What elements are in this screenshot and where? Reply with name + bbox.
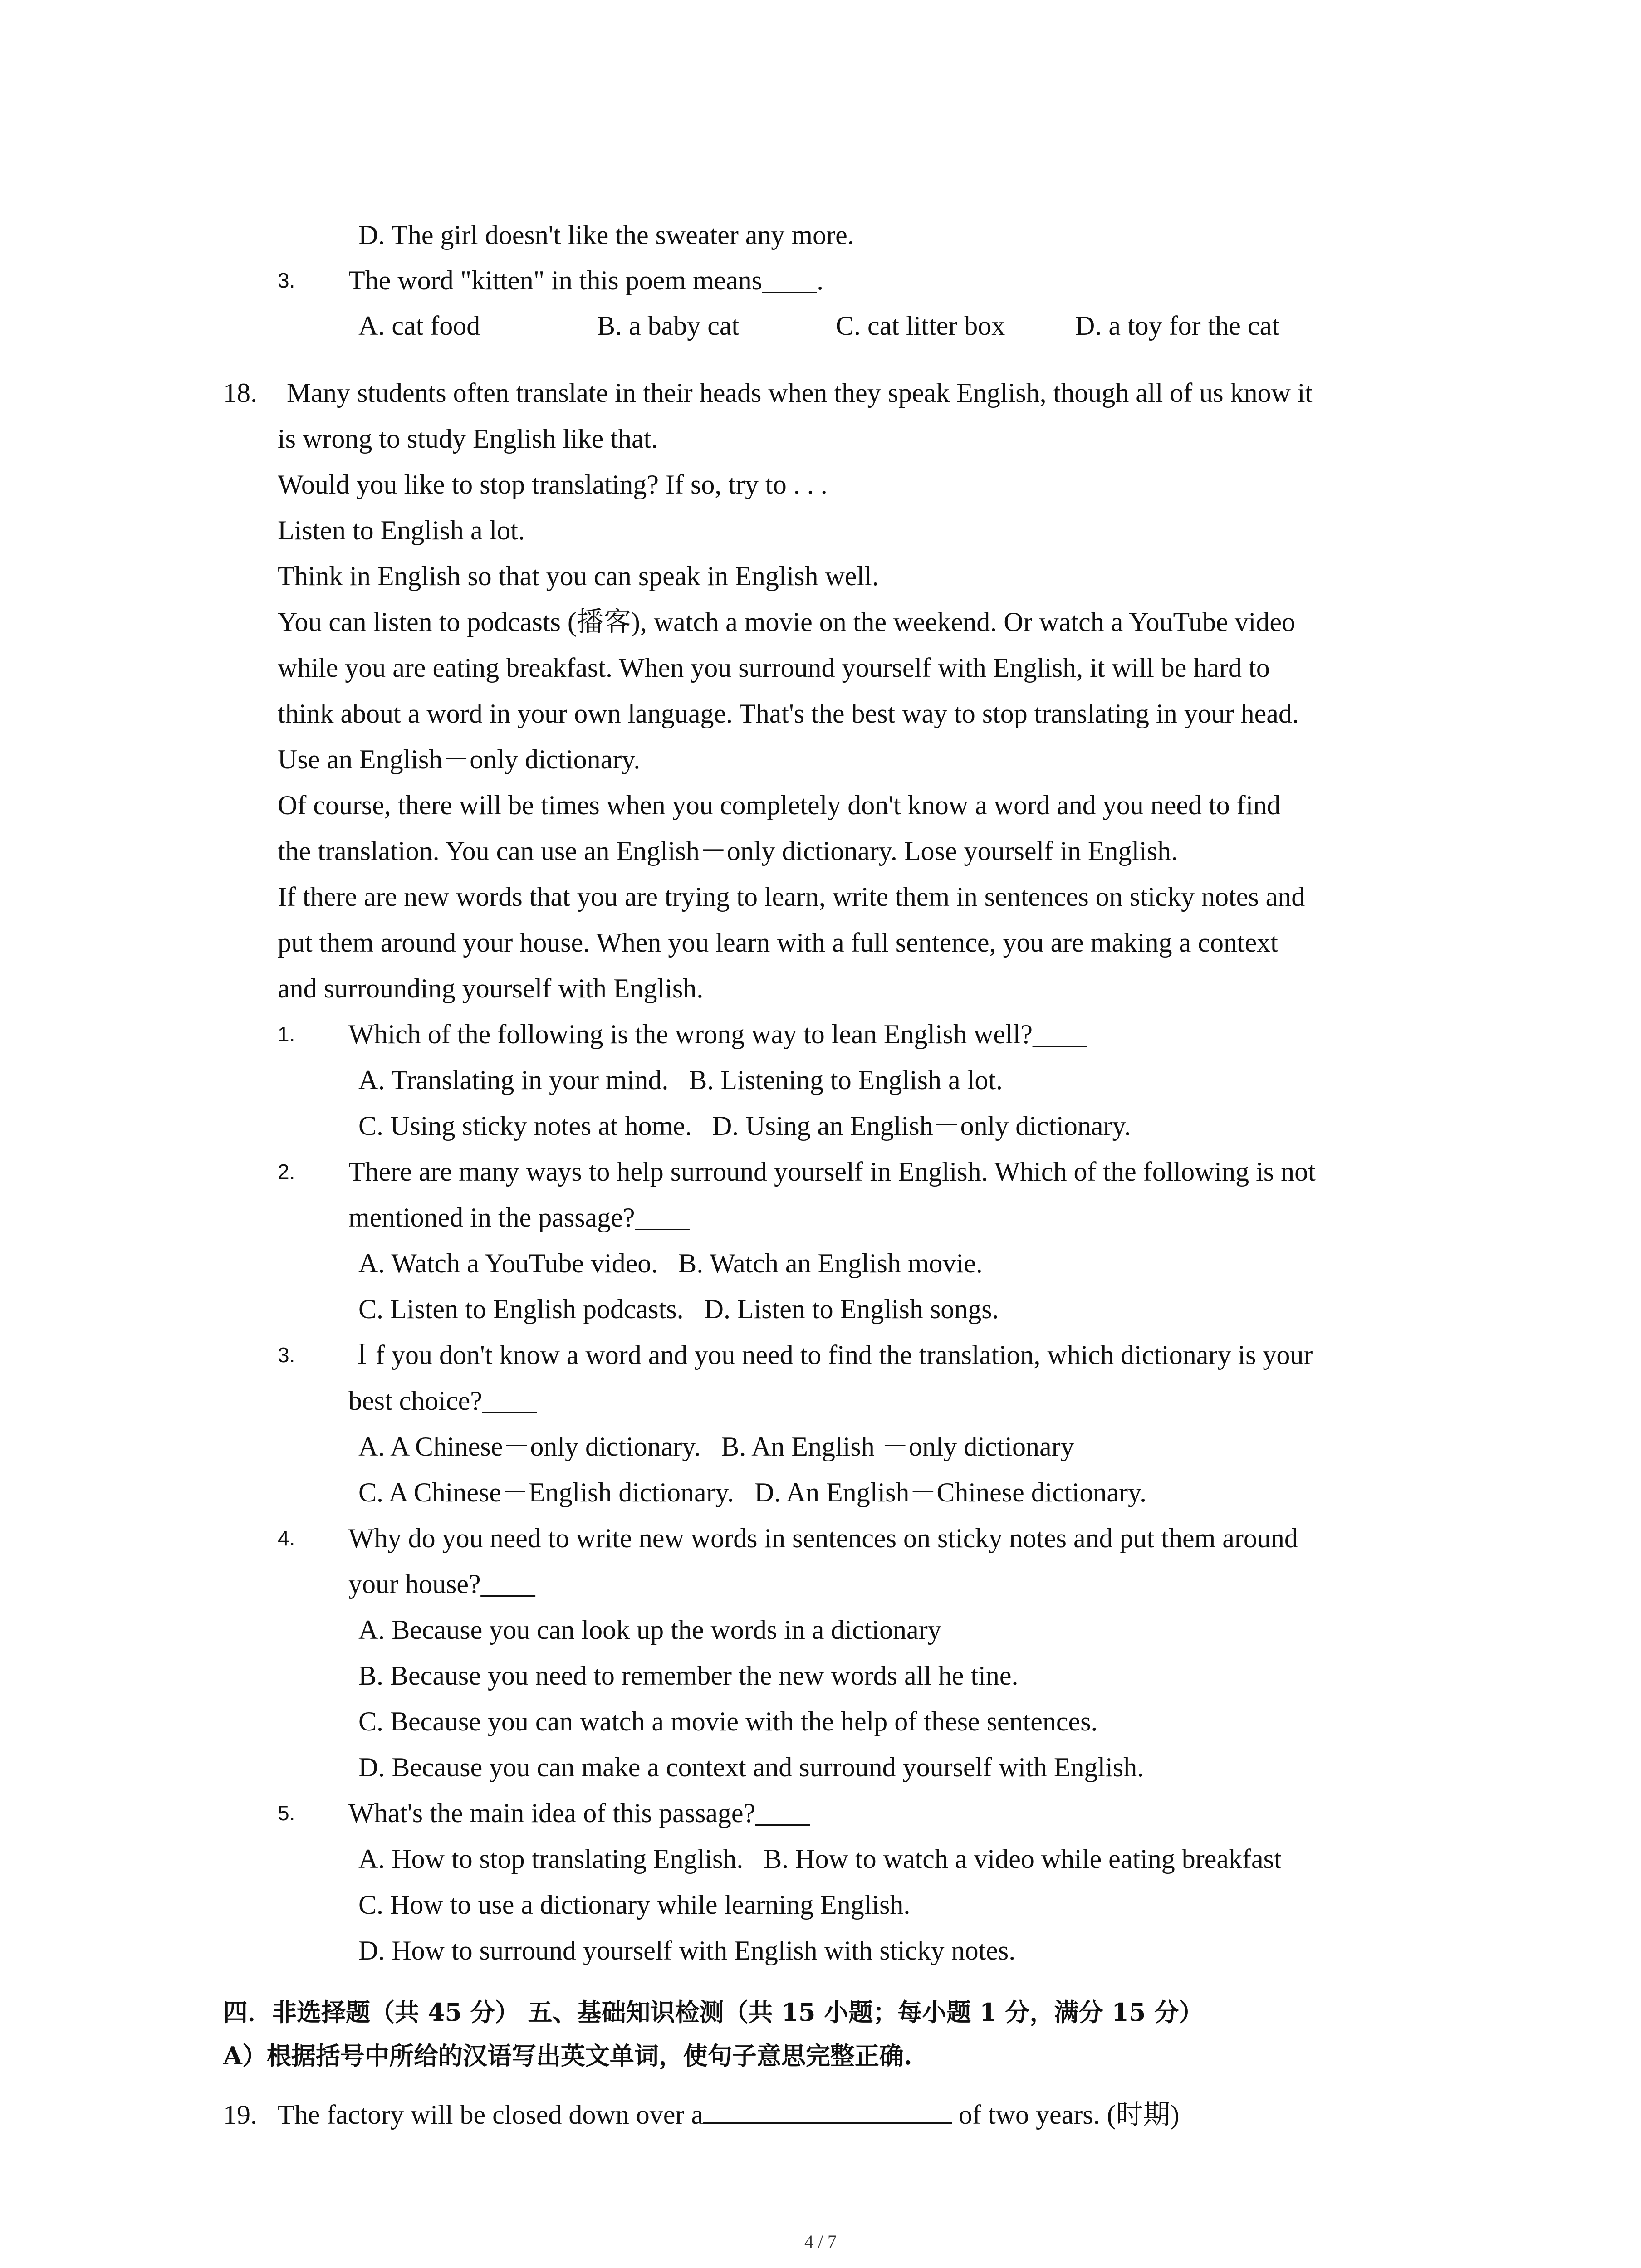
q18-sub-number: 4. (278, 1526, 295, 1550)
q18-passage-line: Of course, there will be times when you completely don't know a word and you need to find (278, 790, 1281, 820)
q17-sub3-option-c: C. cat litter box (836, 311, 1005, 341)
q18-sub-stem: best choice?____ (348, 1386, 537, 1416)
page-number: 4 / 7 (804, 2231, 837, 2252)
q17-option-d: D. The girl doesn't like the sweater any more. (358, 220, 854, 250)
section-heading: 四．非选择题（共 45 分） 五、基础知识检测（共 15 小题；每小题 1 分，满分 15 分） (223, 1998, 1204, 2027)
q18-passage-line: Would you like to stop translating? If so, try to . . . (278, 469, 828, 499)
q19-text-after: of two years. (时期) (952, 2100, 1180, 2130)
q18-passage-line: think about a word in your own language. That's the best way to stop translating in your head. (278, 699, 1299, 728)
q18-sub-stem: your house?____ (348, 1569, 535, 1599)
q17-sub3-stem: The word "kitten" in this poem means____. (348, 265, 824, 295)
q18-sub-option: A. Because you can look up the words in a dictionary (358, 1615, 941, 1645)
q18-sub-number: 5. (278, 1801, 295, 1825)
q18-sub-option: D. Because you can make a context and surround yourself with English. (358, 1752, 1144, 1782)
q18-sub-option: C. A Chinese－English dictionary. D. An English－Chinese dictionary. (358, 1477, 1147, 1507)
q18-sub-stem: Which of the following is the wrong way to lean English well?____ (348, 1019, 1087, 1049)
q18-passage-line: Many students often translate in their heads when they speak English, though all of us know it (287, 378, 1313, 408)
q18-sub-option: A. Translating in your mind. B. Listening to English a lot. (358, 1065, 1003, 1095)
q18-passage-line: and surrounding yourself with English. (278, 973, 704, 1003)
q18-passage-line: the translation. You can use an English－only dictionary. Lose yourself in English. (278, 836, 1178, 866)
section-subheading: A）根据括号中所给的汉语写出英文单词，使句子意思完整正确. (223, 2041, 912, 2070)
q18-sub-option: C. Using sticky notes at home. D. Using an English－only dictionary. (358, 1111, 1131, 1141)
q18-sub-stem: Why do you need to write new words in sentences on sticky notes and put them around (348, 1523, 1298, 1553)
q18-passage-line: You can listen to podcasts (播客), watch a movie on the weekend. Or watch a YouTube video (278, 607, 1295, 637)
q18-sub-stem: Ｉf you don't know a word and you need to find the translation, which dictionary is your (348, 1340, 1313, 1370)
q18-sub-option: C. How to use a dictionary while learning English. (358, 1890, 911, 1920)
q18-passage-line: Think in English so that you can speak in English well. (278, 561, 879, 591)
q18-sub-stem: What's the main idea of this passage?____ (348, 1798, 810, 1828)
q18-sub-option: A. A Chinese－only dictionary. B. An English －only dictionary (358, 1432, 1074, 1461)
q18-passage-line: put them around your house. When you learn with a full sentence, you are making a context (278, 928, 1278, 958)
q18-sub-option: C. Because you can watch a movie with the help of these sentences. (358, 1706, 1098, 1736)
q19-text-before: The factory will be closed down over a (278, 2100, 703, 2130)
q17-sub3-number: 3. (278, 269, 295, 292)
q18-passage-line: If there are new words that you are trying to learn, write them in sentences on sticky notes and (278, 882, 1305, 912)
q18-passage-line: is wrong to study English like that. (278, 424, 658, 454)
q18-sub-number: 3. (278, 1343, 295, 1367)
q19-answer-blank[interactable] (703, 2097, 952, 2124)
q18-passage-line: Use an English－only dictionary. (278, 744, 641, 774)
q18-sub-option: C. Listen to English podcasts. D. Listen to English songs. (358, 1294, 999, 1324)
q18-sub-option: A. Watch a YouTube video. B. Watch an English movie. (358, 1248, 983, 1278)
q18-sub-option: A. How to stop translating English. B. How to watch a video while eating breakfast (358, 1844, 1282, 1874)
q19-sentence (278, 2097, 1180, 2133)
q17-sub3-option-d: D. a toy for the cat (1075, 311, 1279, 341)
q17-sub3-option-b: B. a baby cat (597, 311, 740, 341)
q18-sub-stem: mentioned in the passage?____ (348, 1202, 690, 1232)
q18-number: 18. (223, 378, 257, 408)
q17-sub3-option-a: A. cat food (358, 311, 480, 341)
q19-number: 19. (223, 2100, 257, 2130)
q18-passage-line: Listen to English a lot. (278, 515, 525, 545)
q18-sub-number: 2. (278, 1160, 295, 1183)
q18-sub-stem: There are many ways to help surround yourself in English. Which of the following is not (348, 1157, 1316, 1187)
q18-sub-number: 1. (278, 1022, 295, 1046)
q18-sub-option: D. How to surround yourself with English with sticky notes. (358, 1936, 1016, 1965)
q18-sub-option: B. Because you need to remember the new words all he tine. (358, 1661, 1019, 1691)
q18-passage-line: while you are eating breakfast. When you surround yourself with English, it will be hard to (278, 653, 1270, 683)
